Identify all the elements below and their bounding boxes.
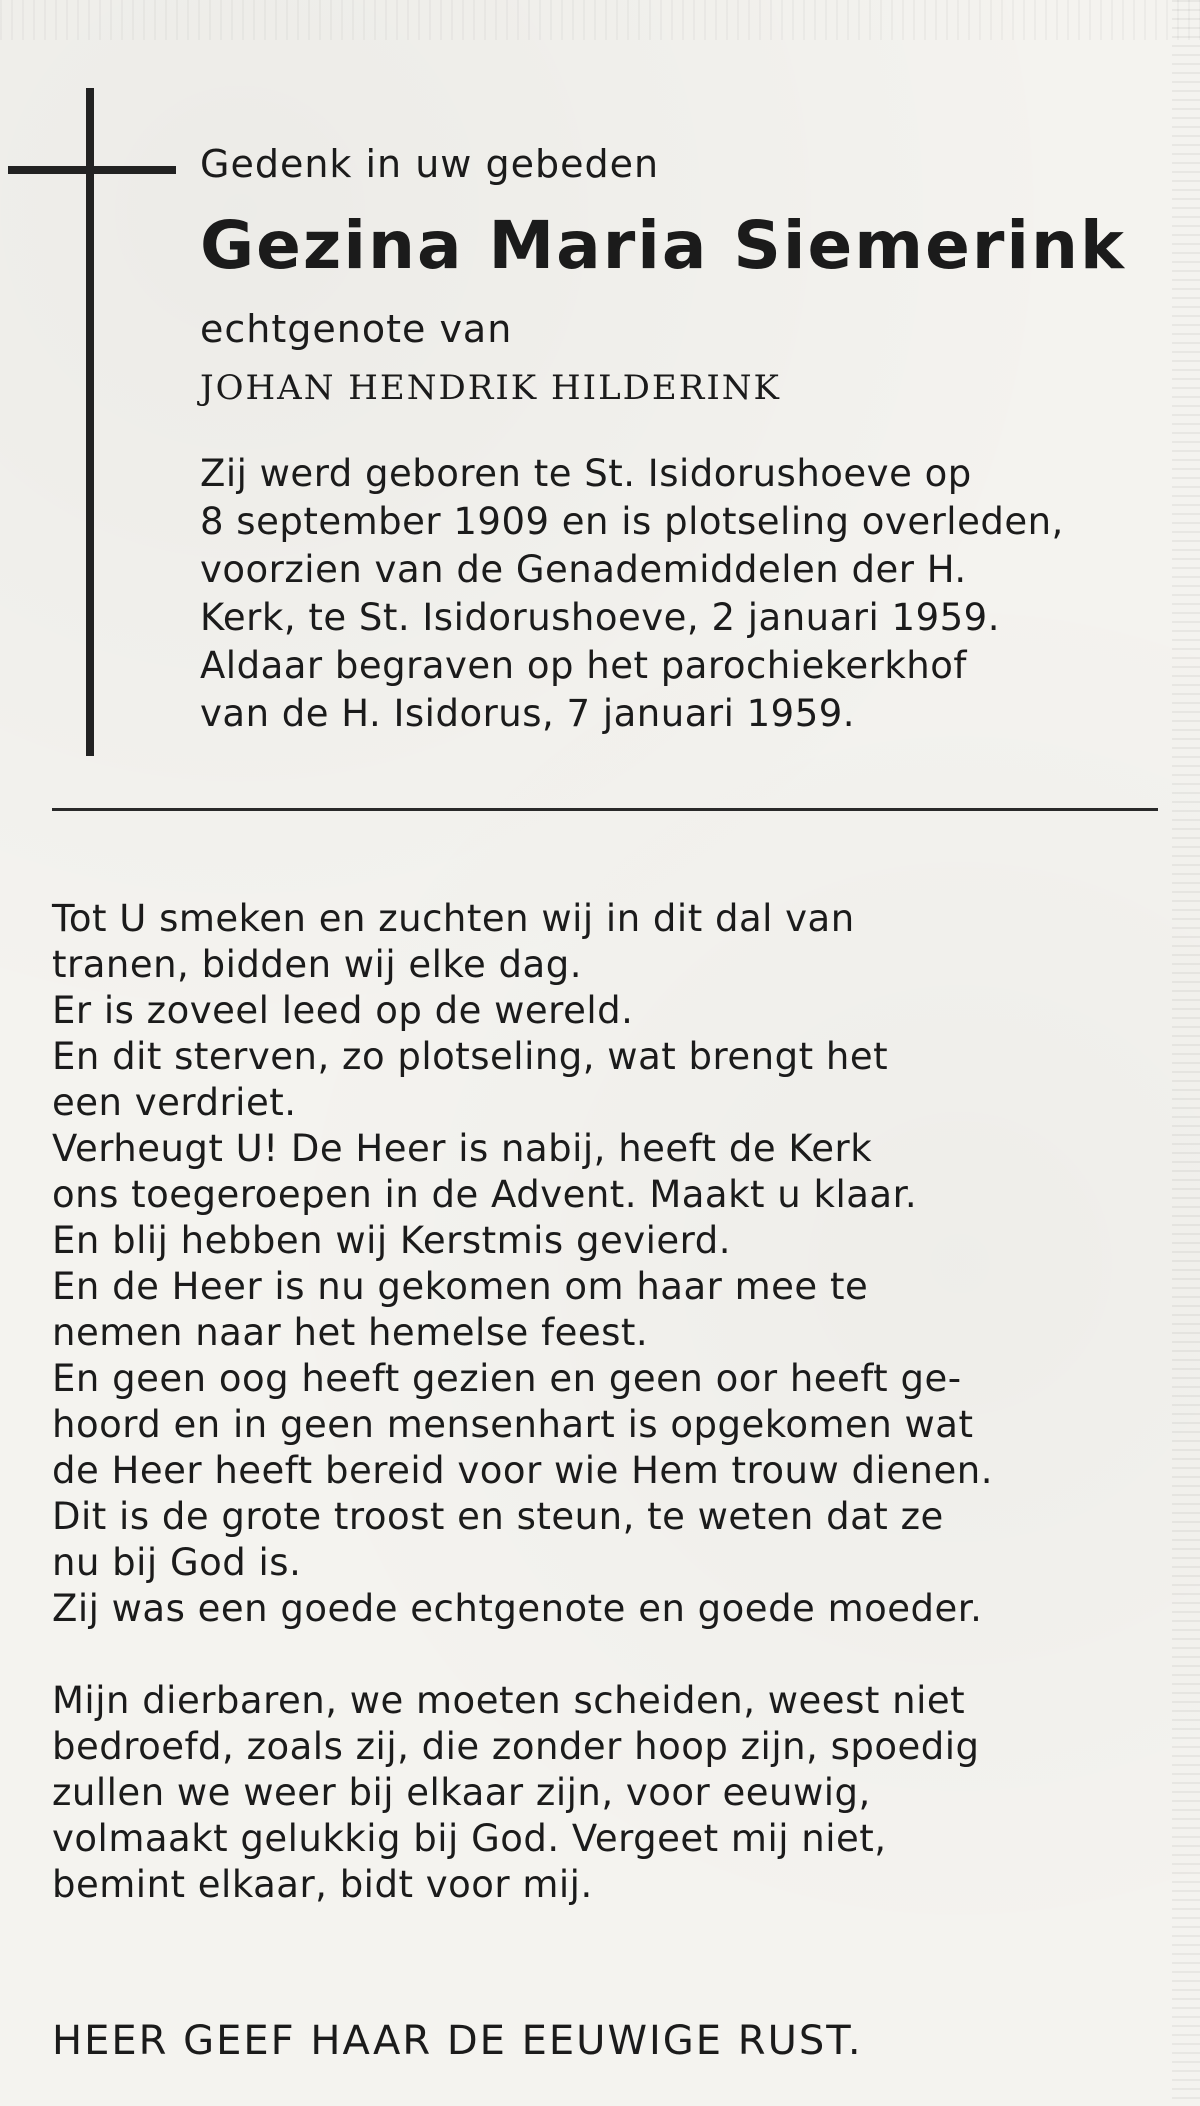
prayer-line: En dit sterven, zo plotseling, wat brengt het [52, 1035, 889, 1078]
header-block [200, 140, 1160, 738]
gedenk-line: Gedenk in uw gebeden [200, 142, 660, 186]
prayer-line: hoord en in geen mensenhart is opgekomen wat [52, 1403, 974, 1446]
paper-edge-top [0, 0, 1200, 40]
bio-line: Zij werd geboren te St. Isidorushoeve op [200, 452, 972, 495]
spouse-name: JOHAN HENDRIK HILDERINK [200, 368, 781, 408]
spouse-label: echtgenote van [200, 307, 513, 351]
prayer-line: Tot U smeken en zuchten wij in dit dal van [52, 897, 855, 940]
prayer-line: En blij hebben wij Kerstmis gevierd. [52, 1219, 731, 1262]
bio-line: Kerk, te St. Isidorushoeve, 2 januari 1959. [200, 596, 1000, 639]
prayer-line: En de Heer is nu gekomen om haar mee te [52, 1265, 869, 1308]
prayer-line: nemen naar het hemelse feest. [52, 1311, 649, 1354]
prayer-line: ons toegeroepen in de Advent. Maakt u klaar. [52, 1173, 918, 1216]
prayer-line: Mijn dierbaren, we moeten scheiden, weest niet [52, 1679, 966, 1722]
prayer-line: En geen oog heeft gezien en geen oor heeft ge- [52, 1357, 962, 1400]
prayer-line: bedroefd, zoals zij, die zonder hoop zijn, spoedig [52, 1725, 980, 1768]
prayer-line: Verheugt U! De Heer is nabij, heeft de Kerk [52, 1127, 873, 1170]
closing-prayer: HEER GEEF HAAR DE EEUWIGE RUST. [52, 2018, 863, 2064]
cross-icon-vertical [86, 88, 94, 756]
biography [200, 450, 1160, 738]
prayer-line: Zij was een goede echtgenote en goede moeder. [52, 1587, 983, 1630]
prayer-line: Dit is de grote troost en steun, te weten dat ze [52, 1495, 944, 1538]
deceased-name: Gezina Maria Siemerink [200, 207, 1126, 284]
bio-line: van de H. Isidorus, 7 januari 1959. [200, 692, 856, 735]
prayer-line: een verdriet. [52, 1081, 297, 1124]
bio-line: 8 september 1909 en is plotseling overleden, [200, 500, 1064, 543]
prayer-line: tranen, bidden wij elke dag. [52, 943, 582, 986]
prayer-text [52, 896, 1162, 1908]
prayer-line: volmaakt gelukkig bij God. Vergeet mij niet, [52, 1817, 887, 1860]
prayer-line: de Heer heeft bereid voor wie Hem trouw dienen. [52, 1449, 993, 1492]
prayer-line: nu bij God is. [52, 1541, 302, 1584]
stanza-gap [52, 1632, 1162, 1678]
cross-icon-horizontal [8, 166, 176, 174]
prayer-line: Er is zoveel leed op de wereld. [52, 989, 634, 1032]
paper-edge-right [1172, 0, 1200, 2106]
divider [52, 808, 1158, 811]
prayer-line: zullen we weer bij elkaar zijn, voor eeuwig, [52, 1771, 871, 1814]
bio-line: voorzien van de Genademiddelen der H. [200, 548, 967, 591]
bio-line: Aldaar begraven op het parochiekerkhof [200, 644, 967, 687]
prayer-line: bemint elkaar, bidt voor mij. [52, 1863, 593, 1906]
